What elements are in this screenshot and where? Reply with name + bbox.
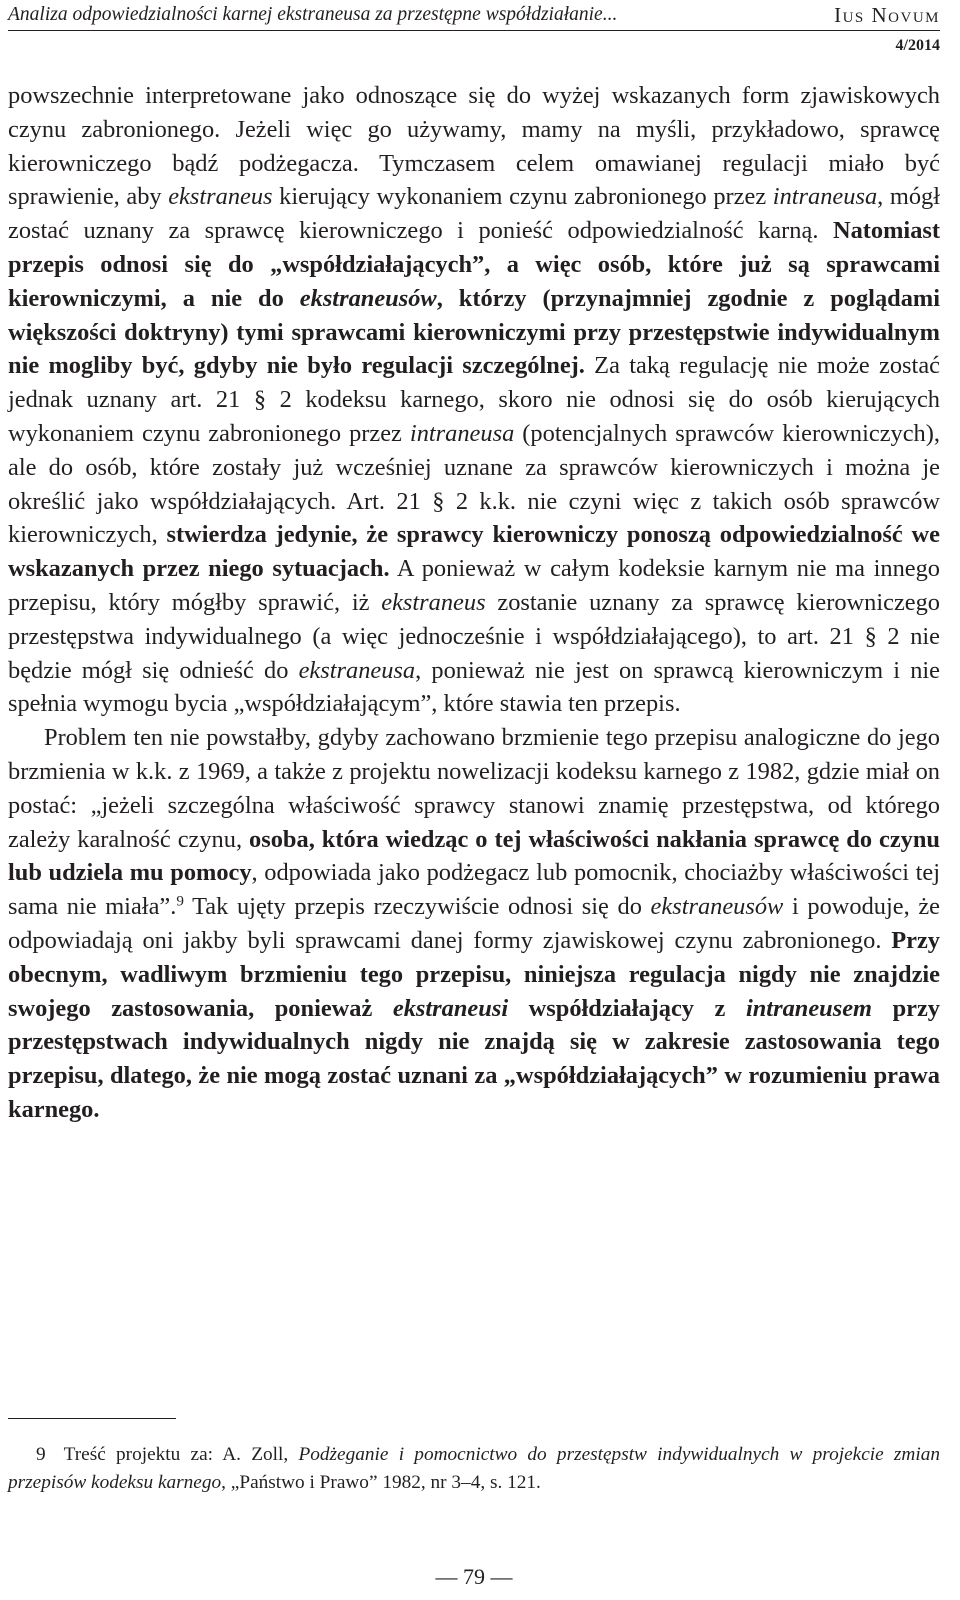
running-header-journal-name: Ius Novum: [834, 3, 940, 27]
text-run: , mógł zostać uznany za sprawcę kierowniczego i ponieść odpowiedzialność karną.: [8, 183, 940, 245]
bold-run: współdziałający z: [508, 994, 746, 1022]
text-run: , odpowiada jako podżegacz lub pomocnik, chociażby właściwości tej sama nie miała”.: [8, 859, 940, 921]
text-run: Za taką regulację nie może zostać jednak uznany art. 21 § 2 kodeksu karnego, skoro nie odnosi się do osób kierujących wykonaniem czynu zabronionego przez: [8, 352, 940, 447]
text-run: (potencjalnych sprawców kierowniczych), ale do osób, które zostały już wcześniej uznane za sprawców kierowniczych i można je określić jako współdziałających. Art. 21 § 2 k.k. nie czyni więc z takich osób sprawców kierowniczych,: [8, 419, 940, 549]
running-header: [8, 2, 940, 30]
bold-italic-run: intraneusem: [745, 994, 873, 1022]
italic-run: ekstraneusa: [298, 656, 416, 684]
bold-italic-run: ekstraneusów: [299, 284, 437, 312]
bold-run: Przy obecnym, wadliwym brzmieniu tego przepisu, niniejsza regulacja nigdy nie znajdzie swojego zastosowania, ponieważ: [8, 926, 940, 1022]
text-run: A ponieważ w całym kodeksie karnym nie ma innego przepisu, który mógłby sprawić, iż: [8, 555, 940, 616]
document-page: [8, 0, 940, 1600]
bold-run: osoba, która wiedząc o tej właściwości nakłania sprawcę do czynu lub udziela mu pomocy: [8, 825, 940, 887]
bold-run: , którzy (przynajmniej zgodnie z poglądami większości doktryny) tymi sprawcami kierowniczymi przy przestępstwie indywidualnym nie mogliby być, gdyby nie było regulacji szczególnej.: [8, 284, 940, 380]
footnote-number: 9: [36, 1444, 46, 1465]
italic-run: ekstraneus: [381, 588, 486, 616]
paragraph-2: [8, 721, 940, 1127]
text-run: Problem ten nie powstałby, gdyby zachowano brzmienie tego przepisu analogiczne do jego brzmienia w k.k. z 1969, a także z projektu nowelizacji kodeksu karnego z 1982, gdzie miał on postać: „jeżeli szczególna właściwość sprawcy stanowi znamię przestępstwa, od którego zależy karalność czynu,: [8, 724, 940, 853]
footnote-reference: 9: [176, 893, 184, 910]
italic-run: Podżeganie i pomocnictwo do przestępstw indywidualnych w projekcie zmian przepisów kodeksu karnego: [8, 1444, 940, 1493]
header-rule: [8, 30, 940, 31]
text-run: Treść projektu za: A. Zoll,: [63, 1444, 299, 1465]
text-run: powszechnie interpretowane jako odnoszące się do wyżej wskazanych form zjawiskowych czynu zabronionego. Jeżeli więc go używamy, mamy na myśli, przykładowo, sprawcę kierowniczego bądź podżegacza. Tymczasem celem omawianej regulacji miało być sprawienie, aby: [8, 82, 940, 211]
text-run: zostanie uznany za sprawcę kierowniczego przestępstwa indywidualnego (a więc jednocześnie i współdziałającego), to art. 21 § 2 nie będzie mógł się odnieść do: [8, 588, 940, 684]
text-run: , ponieważ nie jest on sprawcą kierowniczym i nie spełnia wymogu bycia „współdziałającym”, które stawia ten przepis.: [8, 656, 941, 718]
running-header-article-title: Analiza odpowiedzialności karnej ekstraneusa za przestępne współdziałanie...: [8, 4, 618, 25]
main-text: [8, 79, 940, 1127]
text-run: Tak ujęty przepis rzeczywiście odnosi się do: [183, 893, 651, 921]
italic-run: ekstraneus: [168, 183, 273, 211]
bold-run: Natomiast przepis odnosi się do „współdziałających”, a więc osób, które już są sprawcami kierowniczymi, a nie do: [8, 217, 940, 312]
italic-run: intraneusa: [772, 183, 878, 211]
bold-run: stwierdza jedynie, że sprawcy kierowniczy ponoszą odpowiedzialność we wskazanych przez niego sytuacjach.: [8, 521, 940, 583]
text-run: i powoduje, że odpowiadają oni jakby byli sprawcami danej formy zjawiskowej czynu zabronionego.: [8, 893, 940, 954]
text-run: , „Państwo i Prawo” 1982, nr 3–4, s. 121.: [221, 1472, 541, 1493]
bold-run: przy przestępstwach indywidualnych nigdy nie znajdą się w zakresie zastosowania tego przepisu, dlatego, że nie mogą zostać uznani za „współdziałających” w rozumieniu prawa karnego.: [8, 994, 940, 1123]
issue-number: 4/2014: [895, 37, 940, 54]
footnote-9: [8, 1441, 940, 1497]
bold-italic-run: ekstraneusi: [392, 994, 509, 1022]
italic-run: intraneusa: [409, 419, 515, 447]
page-number: — 79 —: [435, 1564, 513, 1589]
paragraph-1: [8, 79, 940, 721]
footnote-text: [8, 1444, 940, 1493]
text-run: kierujący wykonaniem czynu zabronionego przez: [272, 183, 773, 211]
footnote-rule: [8, 1418, 176, 1419]
italic-run: ekstraneusów: [650, 893, 784, 921]
